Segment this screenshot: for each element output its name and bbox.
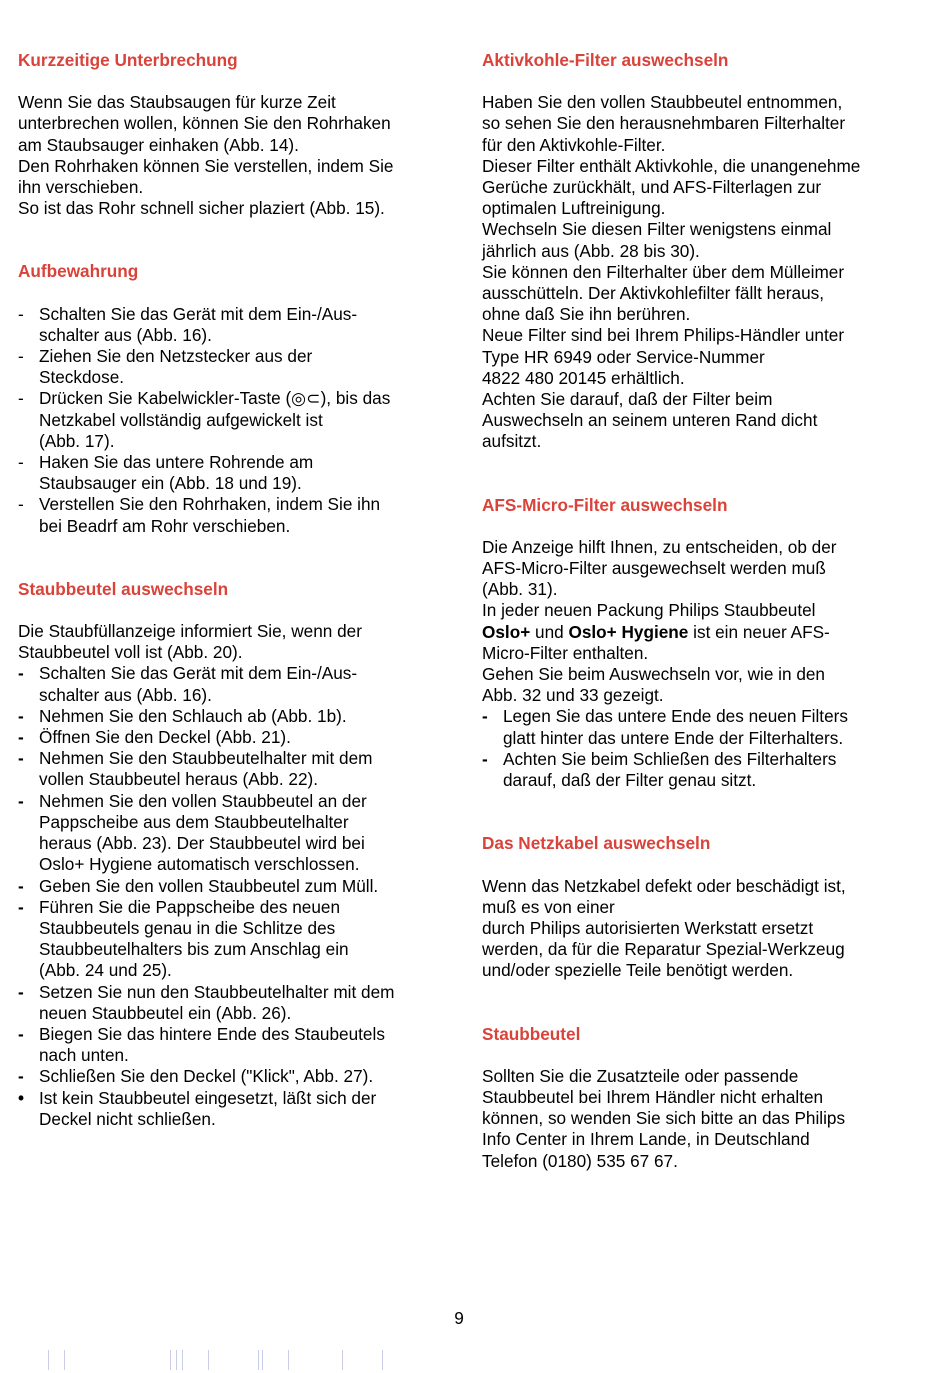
text-line: muß es von einer xyxy=(482,896,615,917)
list-item-line: schalter aus (Abb. 16). xyxy=(39,684,212,705)
list-item xyxy=(18,1088,450,1130)
list-item-line: Schließen Sie den Deckel ("Klick", Abb. 27). xyxy=(39,1066,374,1087)
list-item xyxy=(18,1024,450,1066)
list-item xyxy=(18,1066,450,1087)
text-line: optimalen Luftreinigung. xyxy=(482,198,666,219)
paragraph-dustbag-intro xyxy=(18,621,450,663)
section-carbon-filter xyxy=(482,50,922,453)
heading-dustbag: Staubbeutel auswechseln xyxy=(18,578,229,599)
heading-interruption: Kurzzeitige Unterbrechung xyxy=(18,50,238,70)
text-line: Sollten Sie die Zusatzteile oder passende xyxy=(482,1065,799,1086)
text-line: unterbrechen wollen, können Sie den Rohrhaken xyxy=(18,113,391,134)
dash-marker: - xyxy=(18,494,24,515)
scan-artifact xyxy=(40,1350,440,1370)
list-item-line: Nehmen Sie den Schlauch ab (Abb. 1b). xyxy=(39,705,347,726)
list-item-line: Schalten Sie das Gerät mit dem Ein-/Aus- xyxy=(39,663,358,684)
list-item-line: Legen Sie das untere Ende des neuen Filters xyxy=(503,706,848,727)
product-name-oslo-hygiene: Oslo+ Hygiene xyxy=(568,621,689,642)
text-line: Staubbeutel bei Ihrem Händler nicht erhalten xyxy=(482,1086,824,1107)
text-line: Wenn das Netzkabel defekt oder beschädigt ist, xyxy=(482,875,846,896)
dash-marker: - xyxy=(18,1023,24,1044)
text-line: 4822 480 20145 erhältlich. xyxy=(482,367,685,388)
dash-marker: - xyxy=(18,896,24,917)
list-item-line: heraus (Abb. 23). Der Staubbeutel wird bei xyxy=(39,833,365,854)
bullet-marker: • xyxy=(18,1087,25,1108)
list-item-line: Führen Sie die Pappscheibe des neuen xyxy=(39,896,340,917)
list-item xyxy=(482,706,922,748)
section-cable xyxy=(482,833,922,981)
text-line: Staubbeutel voll ist (Abb. 20). xyxy=(18,642,243,663)
dash-marker: - xyxy=(18,727,24,748)
list-item xyxy=(18,706,450,727)
text-line: (Abb. 31). xyxy=(482,579,558,600)
text-line: In jeder neuen Packung Philips Staubbeutel xyxy=(482,600,816,621)
list-item-line: Pappscheibe aus dem Staubbeutelhalter xyxy=(39,811,349,832)
dash-marker: - xyxy=(18,790,24,811)
list-item xyxy=(18,748,450,790)
dash-marker: - xyxy=(482,706,488,727)
list-item-line: (Abb. 17). xyxy=(39,430,115,451)
list-item-line: Schalten Sie das Gerät mit dem Ein-/Aus- xyxy=(39,303,358,324)
dash-marker: - xyxy=(18,452,24,473)
list-item-line: Staubbeutels genau in die Schlitze des xyxy=(39,917,336,938)
text-line: Auswechseln an seinem unteren Rand dicht xyxy=(482,410,818,431)
heading-afs-filter: AFS-Micro-Filter auswechseln xyxy=(482,494,728,515)
text-line: ihn verschieben. xyxy=(18,177,144,198)
afs-rich-tail: ist ein neuer AFS- xyxy=(688,621,830,642)
paragraph-afs-b xyxy=(482,643,922,707)
product-name-oslo: Oslo+ xyxy=(482,621,531,642)
list-item-line: Oslo+ Hygiene automatisch verschlossen. xyxy=(39,854,360,875)
dash-marker: - xyxy=(18,303,24,324)
dash-marker: - xyxy=(18,705,24,726)
heading-carbon-filter: Aktivkohle-Filter auswechseln xyxy=(482,50,729,70)
list-item-line: Biegen Sie das hintere Ende des Staubeutels xyxy=(39,1023,385,1044)
text-line: am Staubsauger einhaken (Abb. 14). xyxy=(18,134,299,155)
text-line: können, so wenden Sie sich bitte an das Philips xyxy=(482,1108,846,1129)
list-item-line: bei Beadrf am Rohr verschieben. xyxy=(39,515,291,536)
paragraph-cable xyxy=(482,876,922,982)
list-item xyxy=(18,727,450,748)
list-item-line: Verstellen Sie den Rohrhaken, indem Sie ihn xyxy=(39,494,381,515)
list-item xyxy=(18,388,450,452)
text-line: für den Aktivkohle-Filter. xyxy=(482,134,666,155)
text-line: aufsitzt. xyxy=(482,431,542,452)
text-line: Type HR 6949 oder Service-Nummer xyxy=(482,346,765,367)
text-line: Wenn Sie das Staubsaugen für kurze Zeit xyxy=(18,92,336,113)
paragraph-afs-a xyxy=(482,537,922,622)
text-line: Telefon (0180) 535 67 67. xyxy=(482,1150,678,1171)
text-line: Gehen Sie beim Auswechseln vor, wie in den xyxy=(482,664,825,685)
list-item-line: vollen Staubbeutel heraus (Abb. 22). xyxy=(39,769,319,790)
text-line: jährlich aus (Abb. 28 bis 30). xyxy=(482,240,700,261)
list-item-line: neuen Staubbeutel ein (Abb. 26). xyxy=(39,1002,292,1023)
list-afs xyxy=(482,706,922,791)
text-line: so sehen Sie den herausnehmbaren Filterhalter xyxy=(482,113,846,134)
list-item-line: Öffnen Sie den Deckel (Abb. 21). xyxy=(39,727,291,748)
text-line: Abb. 32 und 33 gezeigt. xyxy=(482,685,664,706)
heading-cable: Das Netzkabel auswechseln xyxy=(482,833,711,854)
paragraph-interruption xyxy=(18,92,450,219)
list-item-line: darauf, daß der Filter genau sitzt. xyxy=(503,770,757,791)
text-line: ausschütteln. Der Aktivkohlefilter fällt heraus, xyxy=(482,283,825,304)
section-afs-filter xyxy=(482,495,922,792)
text-line: ohne daß Sie ihn berühren. xyxy=(482,304,691,325)
text-line: Den Rohrhaken können Sie verstellen, indem Sie xyxy=(18,155,394,176)
list-item xyxy=(18,897,450,982)
paragraph-afs-rich xyxy=(482,622,922,643)
section-dustbags xyxy=(482,1024,922,1172)
list-item xyxy=(18,494,450,536)
afs-rich-connector: und xyxy=(530,621,569,642)
list-item xyxy=(18,876,450,897)
list-item-line: (Abb. 24 und 25). xyxy=(39,960,172,981)
dash-marker: - xyxy=(482,748,488,769)
text-line: So ist das Rohr schnell sicher plaziert (Abb. 15). xyxy=(18,198,385,219)
list-item-line: Achten Sie beim Schließen des Filterhalters xyxy=(503,748,837,769)
list-item-line: Drücken Sie Kabelwickler-Taste (◎⊂), bis das xyxy=(39,388,391,409)
dash-marker: - xyxy=(18,981,24,1002)
text-line: Wechseln Sie diesen Filter wenigstens einmal xyxy=(482,219,832,240)
list-item-line: Haken Sie das untere Rohrende am xyxy=(39,452,314,473)
list-item-line: Ziehen Sie den Netzstecker aus der xyxy=(39,346,313,367)
dash-marker: - xyxy=(18,346,24,367)
list-item-line: Staubbeutelhalters bis zum Anschlag ein xyxy=(39,939,349,960)
text-line: Gerüche zurückhält, und AFS-Filterlagen zur xyxy=(482,177,822,198)
page-number: 9 xyxy=(454,1308,464,1328)
section-dustbag xyxy=(18,579,450,1130)
text-line: und/oder spezielle Teile benötigt werden. xyxy=(482,960,794,981)
text-line: werden, da für die Reparatur Spezial-Werkzeug xyxy=(482,939,845,960)
dash-marker: - xyxy=(18,1066,24,1087)
list-item xyxy=(18,346,450,388)
list-storage xyxy=(18,304,450,537)
text-line: Dieser Filter enthält Aktivkohle, die unangenehme xyxy=(482,155,861,176)
list-item-line: Deckel nicht schließen. xyxy=(39,1108,216,1129)
list-item xyxy=(18,791,450,876)
heading-storage: Aufbewahrung xyxy=(18,261,139,282)
text-line: Haben Sie den vollen Staubbeutel entnommen, xyxy=(482,92,843,113)
text-line: Sie können den Filterhalter über dem Mülleimer xyxy=(482,261,845,282)
list-item-line: Staubsauger ein (Abb. 18 und 19). xyxy=(39,473,302,494)
dash-marker: - xyxy=(18,663,24,684)
section-storage xyxy=(18,261,450,536)
section-interruption xyxy=(18,50,450,219)
text-line: Neue Filter sind bei Ihrem Philips-Händler unter xyxy=(482,325,845,346)
list-item xyxy=(18,304,450,346)
list-item-line: Ist kein Staubbeutel eingesetzt, läßt sich der xyxy=(39,1087,377,1108)
list-item-line: Steckdose. xyxy=(39,367,125,388)
list-item-line: Netzkabel vollständig aufgewickelt ist xyxy=(39,409,323,430)
text-line: Die Anzeige hilft Ihnen, zu entscheiden, ob der xyxy=(482,536,837,557)
heading-dustbags: Staubbeutel xyxy=(482,1023,581,1044)
text-line: Micro-Filter enthalten. xyxy=(482,642,649,663)
list-item-line: nach unten. xyxy=(39,1045,129,1066)
list-dustbag xyxy=(18,663,450,1129)
list-item-line: schalter aus (Abb. 16). xyxy=(39,324,212,345)
list-item-line: Geben Sie den vollen Staubbeutel zum Müll. xyxy=(39,875,379,896)
text-line: Info Center in Ihrem Lande, in Deutschland xyxy=(482,1129,810,1150)
text-line: Die Staubfüllanzeige informiert Sie, wenn der xyxy=(18,621,362,642)
list-item xyxy=(18,982,450,1024)
paragraph-carbon-filter xyxy=(482,92,922,452)
list-item-line: Setzen Sie nun den Staubbeutelhalter mit dem xyxy=(39,981,395,1002)
list-item-line: Nehmen Sie den vollen Staubbeutel an der xyxy=(39,790,367,811)
left-column xyxy=(18,50,450,1172)
right-column xyxy=(482,50,922,1214)
text-line: Achten Sie darauf, daß der Filter beim xyxy=(482,389,773,410)
paragraph-dustbags xyxy=(482,1066,922,1172)
list-item-line: glatt hinter das untere Ende der Filterhalters. xyxy=(503,727,844,748)
list-item xyxy=(482,749,922,791)
dash-marker: - xyxy=(18,388,24,409)
text-line: durch Philips autorisierten Werkstatt ersetzt xyxy=(482,917,814,938)
list-item xyxy=(18,452,450,494)
text-line: AFS-Micro-Filter ausgewechselt werden muß xyxy=(482,558,826,579)
dash-marker: - xyxy=(18,748,24,769)
list-item-line: Nehmen Sie den Staubbeutelhalter mit dem xyxy=(39,748,373,769)
list-item xyxy=(18,663,450,705)
dash-marker: - xyxy=(18,875,24,896)
